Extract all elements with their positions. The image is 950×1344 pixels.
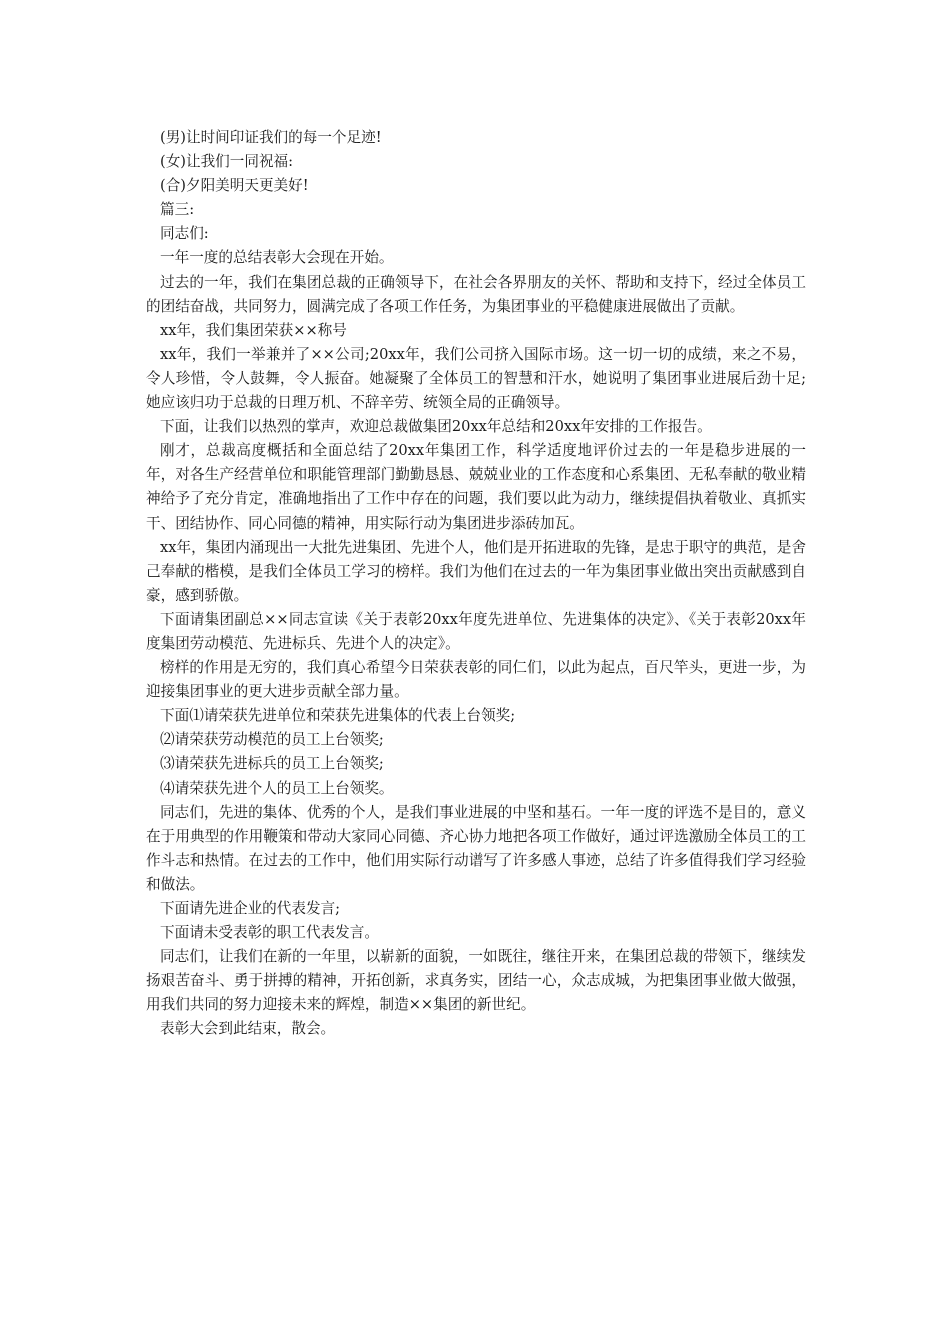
- paragraph: 过去的一年，我们在集团总裁的正确领导下，在社会各界朋友的关怀、帮助和支持下，经过全体员工的团结奋战，共同努力，圆满完成了各项工作任务，为集团事业的平稳健康进展做出了贡献。: [146, 273, 806, 315]
- paragraph: xx年，集团内涌现出一大批先进集团、先进个人，他们是开拓进取的先锋，是忠于职守的典范，是舍己奉献的楷模，是我们全体员工学习的榜样。我们为他们在过去的一年为集团事业做出突出贡献感到自豪，感到骄傲。: [146, 538, 806, 604]
- paragraph: xx年，我们集团荣获××称号: [160, 321, 347, 339]
- document-body: [146, 126, 806, 1042]
- paragraph: 下面请先进企业的代表发言;: [160, 900, 341, 917]
- paragraph: (合)夕阳美明天更美好!: [160, 177, 309, 195]
- list-item: ⑵请荣获劳动模范的员工上台领奖;: [160, 731, 384, 749]
- paragraph: 刚才，总裁高度概括和全面总结了20xx年集团工作，科学适度地评价过去的一年是稳步进展的一年，对各生产经营单位和职能管理部门勤勤恳恳、兢兢业业的工作态度和心系集团、无私奉献的敬业精神给予了充分肯定，准确地指出了工作中存在的问题，我们要以此为动力，继续提倡执着敬业、真抓实干、团结协作、同心同德的精神，用实际行动为集团进步添砖加瓦。: [146, 442, 806, 532]
- paragraph: 下面请集团副总××同志宣读《关于表彰20xx年度先进单位、先进集体的决定》、《关于表彰20xx年度集团劳动模范、先进标兵、先进个人的决定》。: [146, 610, 806, 652]
- list-item: ⑶请荣获先进标兵的员工上台领奖;: [160, 755, 384, 773]
- paragraph: 榜样的作用是无穷的，我们真心希望今日荣获表彰的同仁们，以此为起点，百尺竿头，更进一步，为迎接集团事业的更大进步贡献全部力量。: [146, 659, 806, 701]
- paragraph: 下面请未受表彰的职工代表发言。: [160, 924, 379, 942]
- salutation: 同志们:: [160, 225, 209, 243]
- paragraph: (女)让我们一同祝福:: [160, 153, 294, 171]
- list-item: 下面⑴请荣获先进单位和荣获先进集体的代表上台领奖;: [160, 707, 516, 725]
- paragraph: (男)让时间印证我们的每一个足迹!: [160, 129, 382, 146]
- paragraph: 同志们，让我们在新的一年里，以崭新的面貌，一如既往，继往开来，在集团总裁的带领下，继续发扬艰苦奋斗、勇于拼搏的精神，开拓创新，求真务实，团结一心，众志成城，为把集团事业做大做强，用我们共同的努力迎接未来的辉煌，制造××集团的新世纪。: [146, 948, 806, 1014]
- paragraph: 下面，让我们以热烈的掌声，欢迎总裁做集团20xx年总结和20xx年安排的工作报告。: [160, 418, 712, 436]
- paragraph: 一年一度的总结表彰大会现在开始。: [160, 249, 394, 267]
- closing-paragraph: 表彰大会到此结束，散会。: [160, 1020, 336, 1038]
- paragraph: xx年，我们一举兼并了××公司;20xx年，我们公司挤入国际市场。这一切一切的成绩，来之不易，令人珍惜，令人鼓舞，令人振奋。她凝聚了全体员工的智慧和汗水，她说明了集团事业进展后劲十足;她应该归功于总裁的日理万机、不辞辛劳、统领全局的正确领导。: [146, 345, 806, 412]
- list-item: ⑷请荣获先进个人的员工上台领奖。: [160, 779, 394, 797]
- section-heading: 篇三:: [160, 201, 195, 219]
- paragraph: 同志们，先进的集体、优秀的个人，是我们事业进展的中坚和基石。一年一度的评选不是目的，意义在于用典型的作用鞭策和带动大家同心同德、齐心协力地把各项工作做好，通过评选激励全体员工的工作斗志和热情。在过去的工作中，他们用实际行动谱写了许多感人事迹，总结了许多值得我们学习经验和做法。: [146, 803, 806, 893]
